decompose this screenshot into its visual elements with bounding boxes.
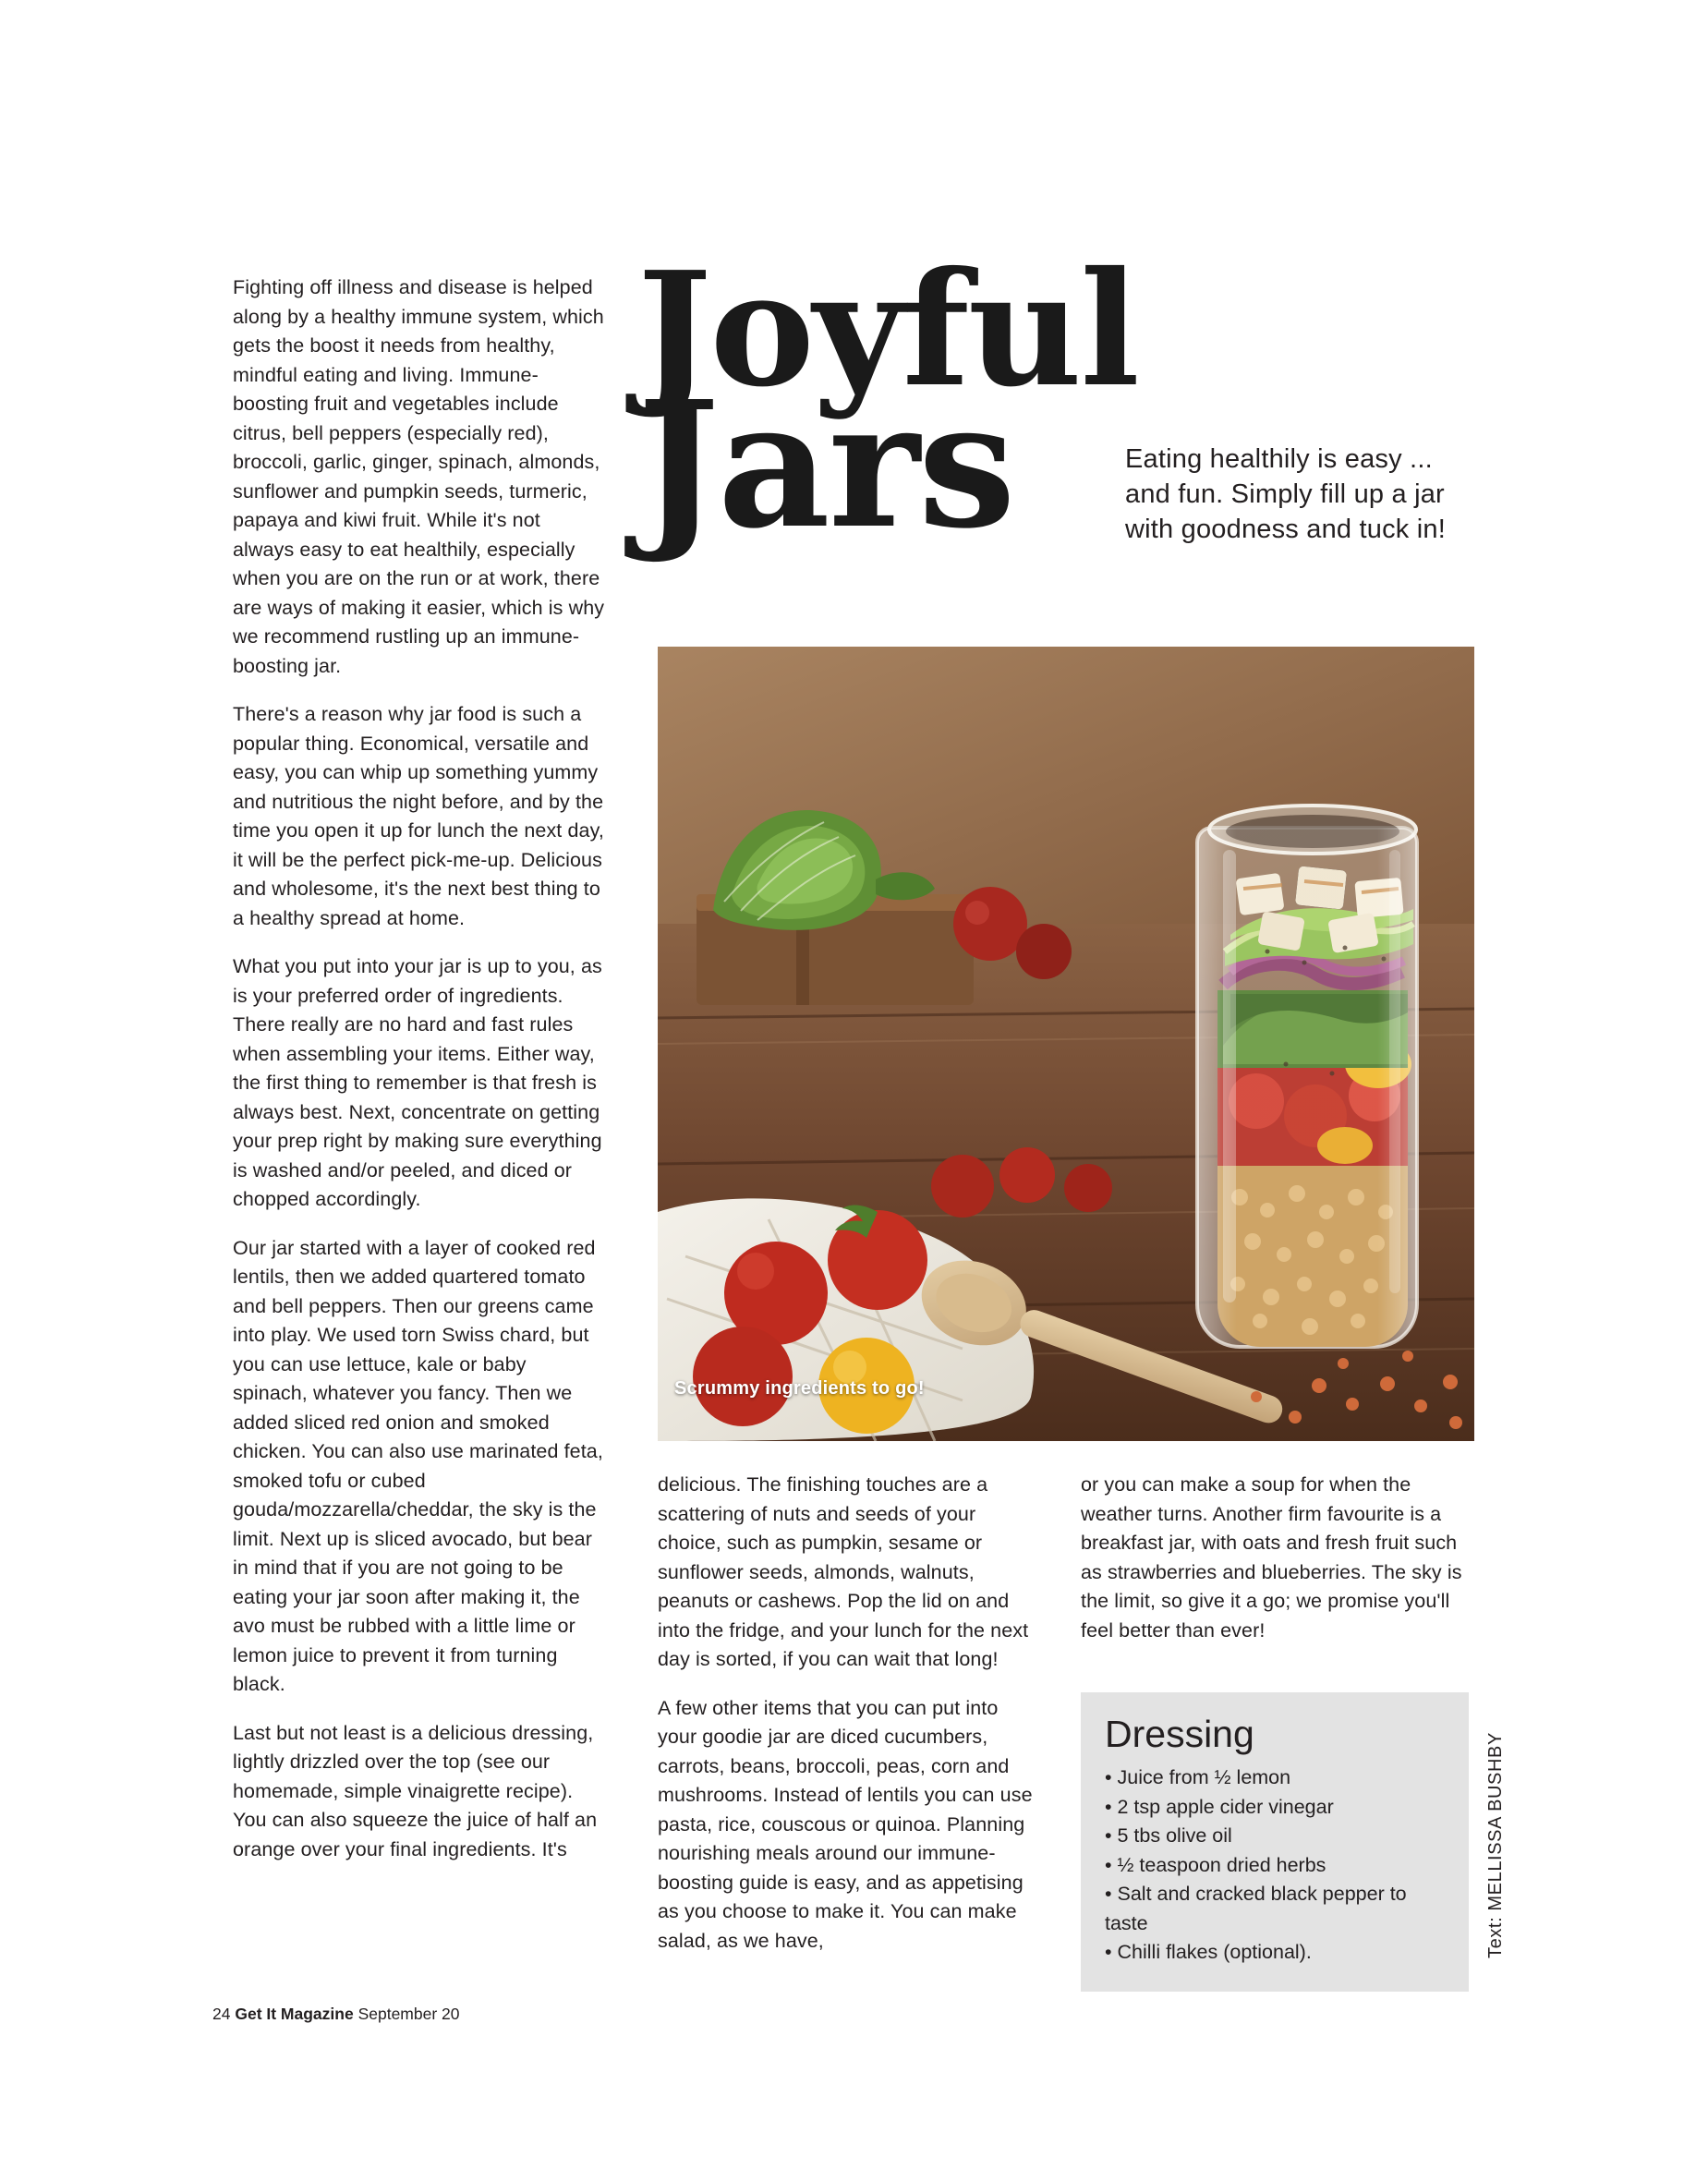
footer-magazine-name: Get It Magazine [235, 2005, 354, 2023]
paragraph: What you put into your jar is up to you, as is your preferred order of ingredients. There really are no hard and fast rules when assembling your items. Either way, the first thing to remember is that fresh is always best. Next, concentrate on getting your prep right by making sure everything is washed and/or peeled, and diced or chopped accordingly. [233, 955, 602, 1210]
page-title-line-1: Joyful [637, 237, 1138, 422]
footer-issue-date: September 20 [357, 2005, 460, 2023]
page-title-line-2: Jars [637, 363, 1014, 568]
page-title [637, 237, 1138, 568]
author-credit: Text: MELLISSA BUSHBY [1485, 1732, 1506, 1958]
dressing-recipe-box [1081, 1692, 1469, 1992]
list-item: • Chilli flakes (optional). [1105, 1941, 1312, 1963]
list-item: • 5 tbs olive oil [1105, 1824, 1232, 1847]
paragraph: Fighting off illness and disease is helped along by a healthy immune system, which gets the boost it needs from healthy, mindful eating and living. Immune-boosting fruit and vegetables include citrus, bell peppers (especially red), broccoli, garlic, ginger, spinach, almonds, sunflower and pumpkin seeds, turmeric, papaya and kiwi fruit. While it's not always easy to eat healthily, especially when you are on the run or at work, there are ways of making it easier, which is why we recommend rustling up an immune-boosting jar. [233, 276, 605, 677]
list-item: • 2 tsp apple cider vinegar [1105, 1795, 1334, 1818]
list-item: • Salt and cracked black pepper to taste [1105, 1883, 1407, 1934]
hero-illustration [658, 647, 1474, 1441]
hero-image [658, 647, 1474, 1441]
hero-image-caption: Scrummy ingredients to go! [674, 1378, 925, 1399]
footer-page-number: 24 [212, 2005, 231, 2023]
list-item: • Juice from ½ lemon [1105, 1766, 1291, 1788]
page-footer [212, 2005, 460, 2024]
paragraph: delicious. The finishing touches are a scattering of nuts and seeds of your choice, such as pumpkin, sesame or sunflower seeds, almonds, walnuts, peanuts or cashews. Pop the lid on and into the fridge, and your lunch for the next day is sorted, if you can wait that long! [658, 1473, 1029, 1670]
article-column-right [1081, 1471, 1469, 1665]
standfirst-text: Eating healthily is easy ... and fun. Simply fill up a jar with goodness and tuck in! [1125, 444, 1446, 544]
paragraph: Our jar started with a layer of cooked red lentils, then we added quartered tomato and bell peppers. Then our greens came into play. We used torn Swiss chard, but you can use lettuce, kale or baby spinach, whatever you fancy. Then we added sliced red onion and smoked chicken. You can also use marinated feta, smoked tofu or cubed gouda/mozzarella/cheddar, the sky is the limit. Next up is sliced avocado, but bear in mind that if you are not going to be eating your jar soon after making it, the avo must be rubbed with a little lime or lemon juice to prevent it from turning black. [233, 1236, 603, 1695]
dressing-heading: Dressing [1105, 1713, 1254, 1755]
paragraph: A few other items that you can put into your goodie jar are diced cucumbers, carrots, beans, broccoli, peas, corn and mushrooms. Instead of lentils you can use pasta, rice, couscous or quinoa. Planning nourishing meals around our immune-boosting guide is easy, and as appetising as you choose to make it. You can make salad, as we have, [658, 1696, 1033, 1952]
article-column-left [233, 273, 606, 1884]
paragraph: or you can make a soup for when the weather turns. Another firm favourite is a breakfast jar, with oats and fresh fruit such as strawberries and blueberries. The sky is the limit, so give it a go; we promise you'll feel better than ever! [1081, 1473, 1462, 1642]
paragraph: Last but not least is a delicious dressing, lightly drizzled over the top (see our homemade, simple vinaigrette recipe). You can also squeeze the juice of half an orange over your final ingredients. It's [233, 1721, 598, 1860]
list-item: • ½ teaspoon dried herbs [1105, 1853, 1326, 1876]
article-column-middle [658, 1471, 1036, 1975]
dressing-ingredient-list [1105, 1763, 1445, 1968]
paragraph: There's a reason why jar food is such a popular thing. Economical, versatile and easy, you can whip up something yummy and nutritious the night before, and by the time you open it up for lunch the next day, it will be the perfect pick-me-up. Delicious and wholesome, it's the next best thing to a healthy spread at home. [233, 703, 604, 929]
